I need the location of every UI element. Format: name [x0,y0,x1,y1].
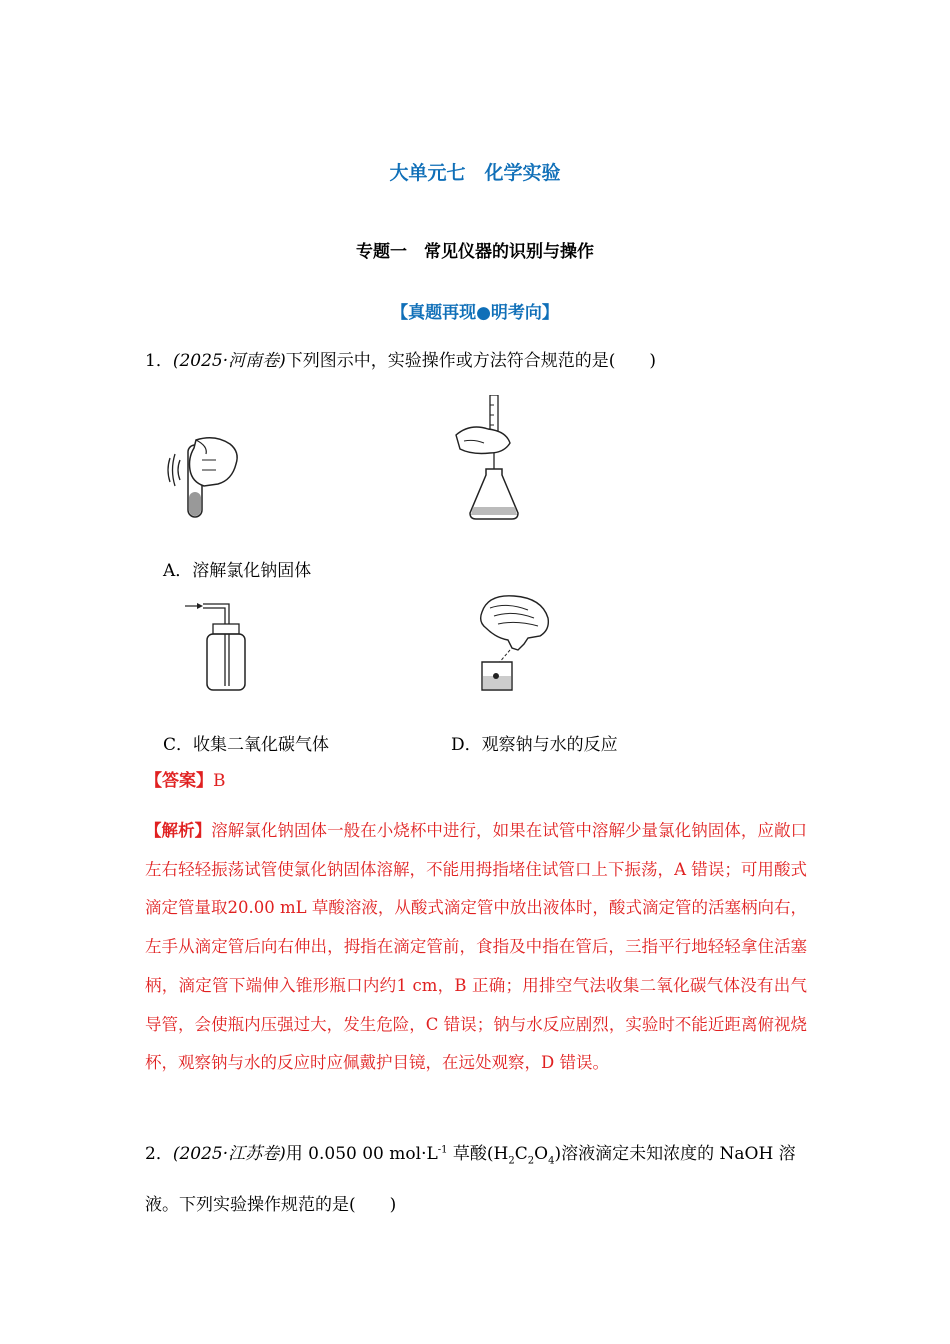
option-d-text: 观察钠与水的反应 [481,735,618,755]
figure-d-observing-beaker [468,592,554,692]
option-c-letter: C． [163,735,194,755]
option-a [163,556,311,581]
unit-title: 大单元七 化学实验 [389,162,561,184]
question-text-part2: 草酸(H [447,1144,509,1164]
answer-label: 【答案】 [145,771,213,791]
question-text-part4: O [534,1144,549,1164]
question-text: 下列图示中，实验操作或方法符合规范的是( ) [285,351,657,371]
option-d-letter: D． [451,735,482,755]
question-number: 2． [145,1144,173,1164]
question-1-stem [145,346,656,371]
topic-title: 专题一 常见仪器的识别与操作 [356,242,594,262]
figure-a-test-tube-shaking [160,430,250,525]
question-source: (2025·江苏卷) [172,1144,286,1164]
analysis-text: 溶解氯化钠固体一般在小烧杯中进行，如果在试管中溶解少量氯化钠固体，应敞口左右轻轻振荡试管使氯化钠固体溶解，不能用拇指堵住试管口上下振荡，A 错误；可用酸式滴定管量取20.00 mL 草酸溶液，从酸式滴定管中放出液体时，酸式滴定管的活塞柄向右，左手从滴定管后向右伸出，拇指在滴定管前，食指及中指在管后，三指平行地轻轻拿住活塞柄，滴定管下端伸入锥形瓶口内约1 cm，B 正确；用排空气法收集二氧化碳气体没有出气导管，会使瓶内压强过大，发生危险，C 错误；钠与水反应剧烈，实验时不能近距离俯视烧杯，观察钠与水的反应时应佩戴护目镜，在远处观察，D 错误。 [145,821,808,1073]
answer-line [145,766,226,791]
question-2-stem-line2: 液。下列实验操作规范的是( ) [145,1195,397,1215]
analysis-label: 【解析】 [145,821,212,840]
question-text-part5: )溶液滴定未知浓度的 NaOH 溶 [554,1144,796,1164]
option-a-letter: A． [163,561,193,581]
question-text-part1: 用 0.050 00 mol·L [285,1144,438,1164]
question-text-part3: C [514,1144,528,1164]
option-c-text: 收集二氧化碳气体 [193,735,330,755]
unit-superscript: -1 [437,1144,448,1156]
subscript-h: 2 [508,1155,515,1167]
figure-b-titration [450,395,530,523]
analysis-paragraph [145,812,807,1083]
subscript-o: 4 [548,1155,555,1167]
subscript-c: 2 [527,1155,535,1167]
option-a-text: 溶解氯化钠固体 [192,561,312,581]
question-2-stem-line1 [145,1139,796,1166]
option-d [451,730,618,755]
answer-value: B [213,771,226,791]
figure-c-gas-bottle [183,598,253,694]
question-source: (2025·河南卷) [172,351,286,371]
question-number: 1． [145,351,173,371]
section-tag: 【真题再现●明考向】 [391,303,559,323]
option-c [163,730,329,755]
